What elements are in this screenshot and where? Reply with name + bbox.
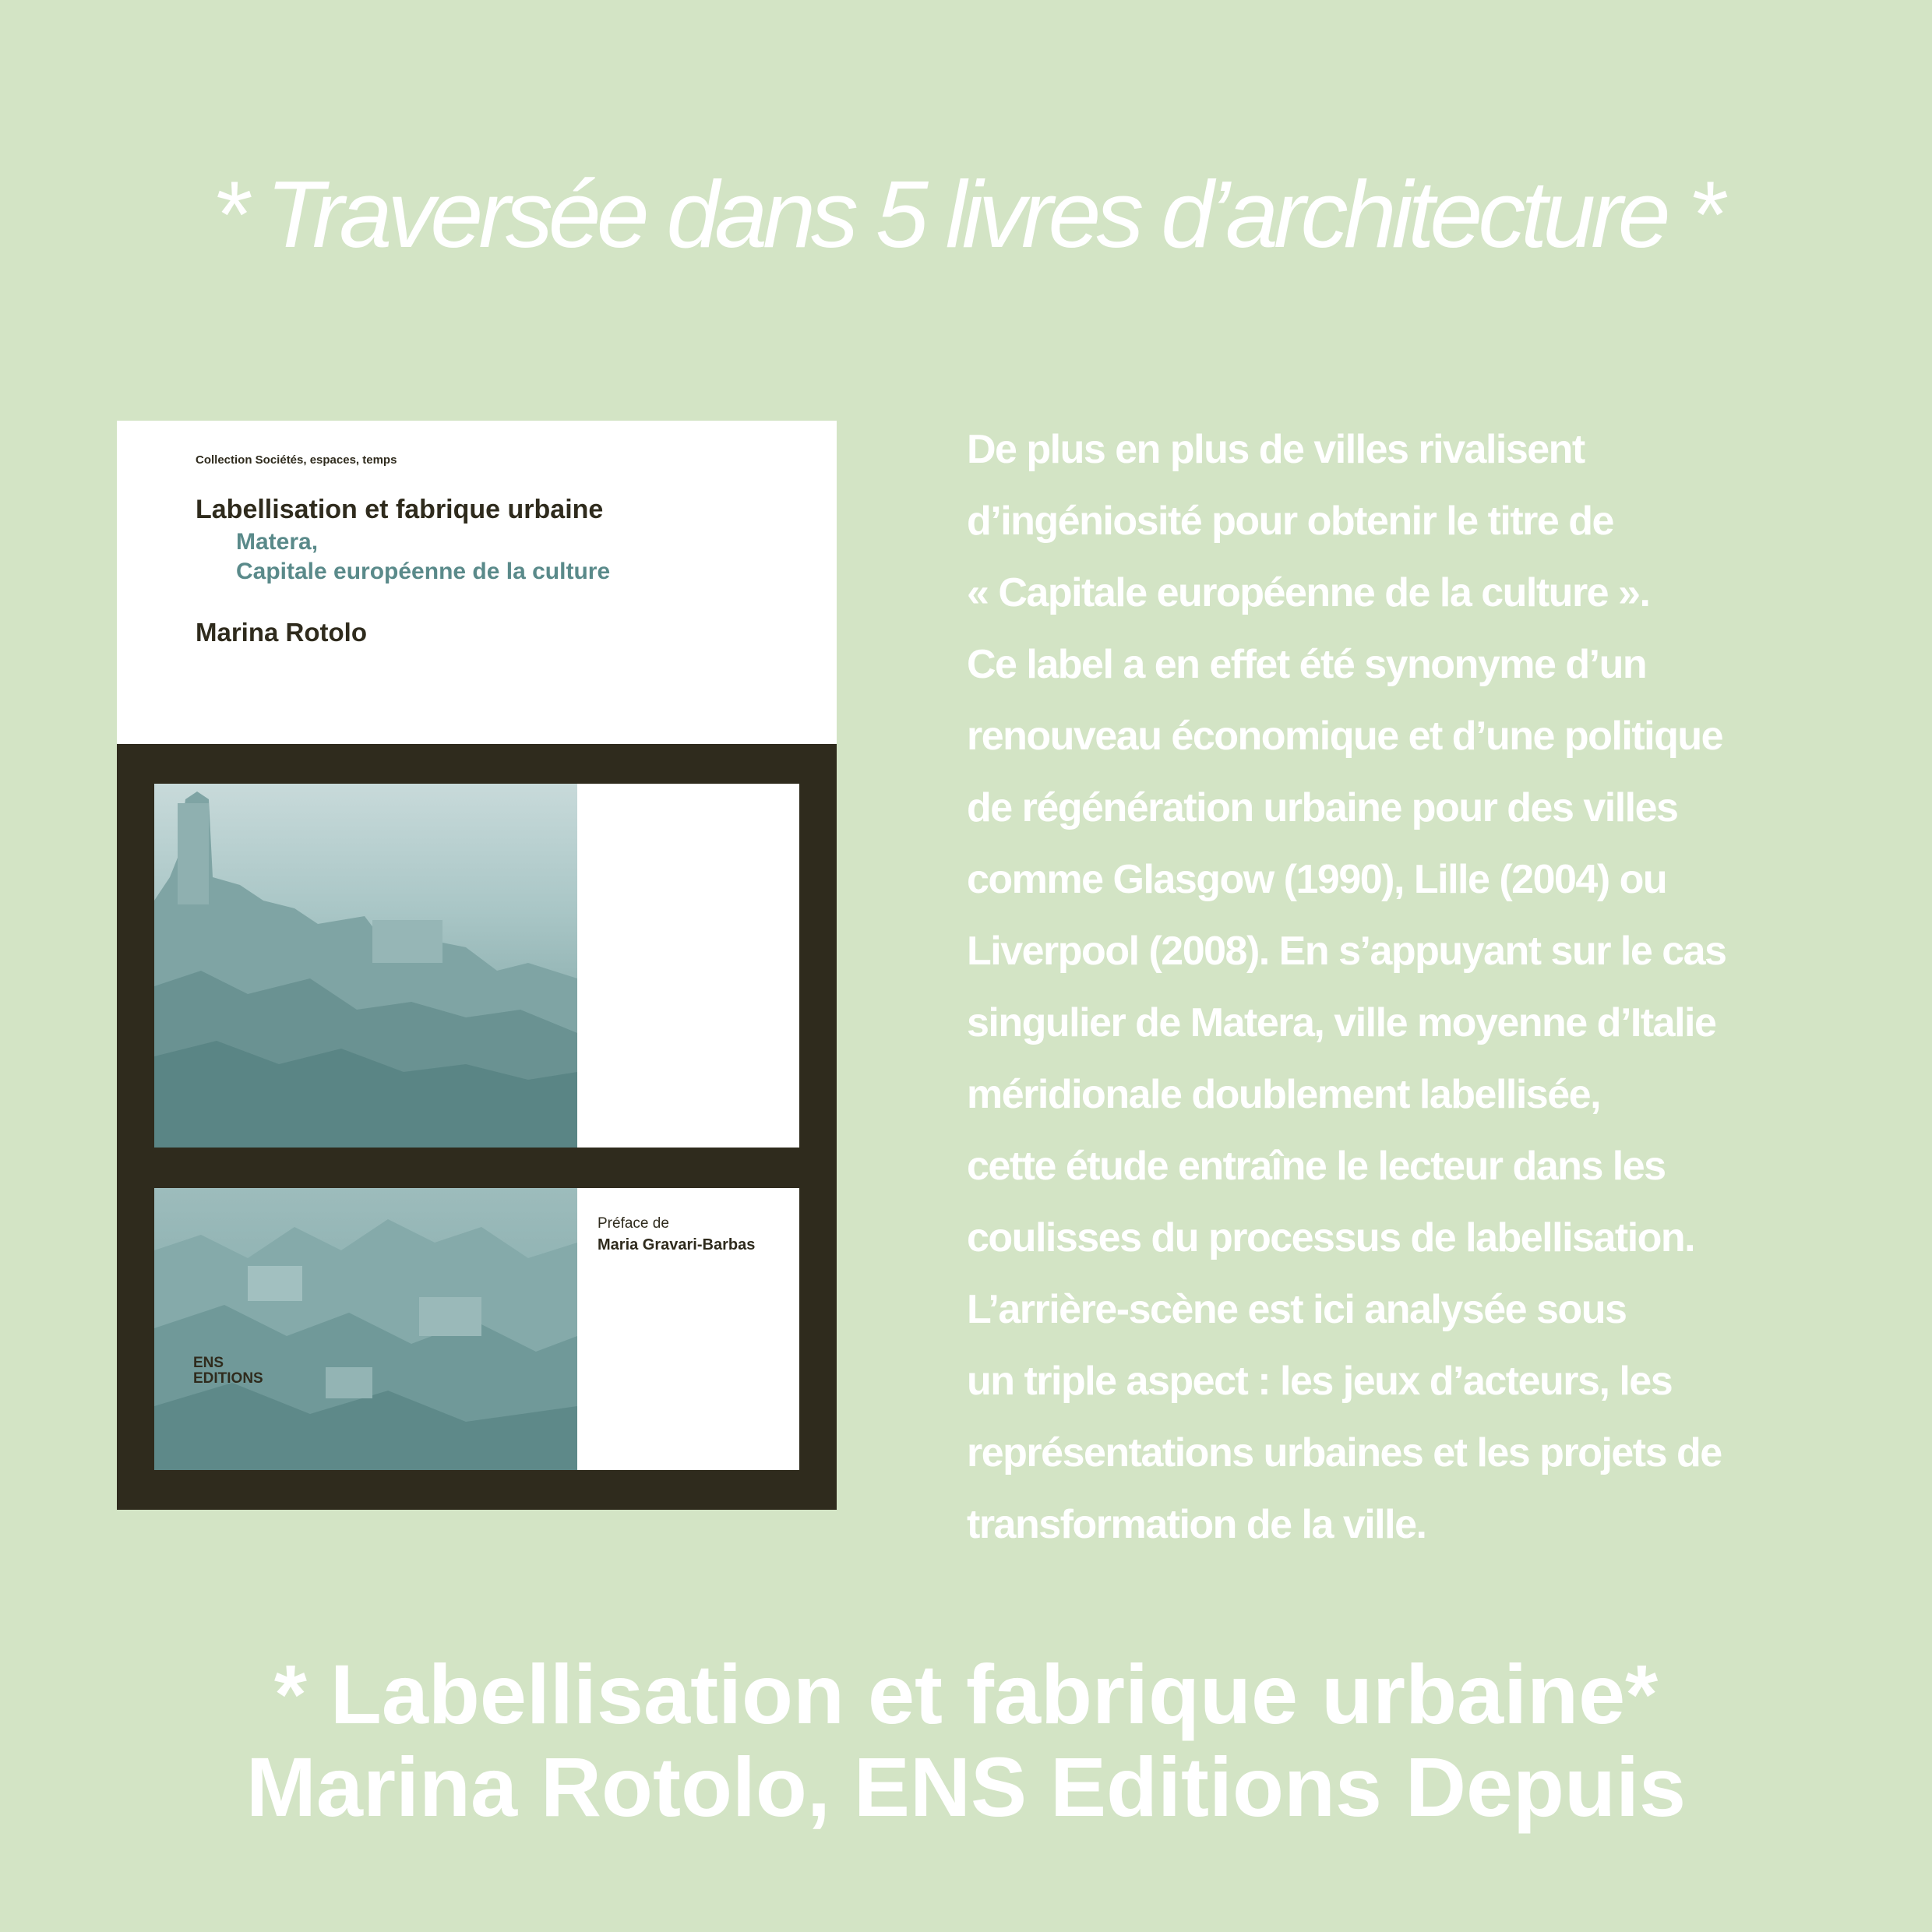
description-line: « Capitale européenne de la culture ». bbox=[967, 570, 1650, 615]
description-line: Liverpool (2008). En s’appuyant sur le cas bbox=[967, 929, 1726, 974]
description-line: renouveau économique et d’une politique bbox=[967, 714, 1723, 759]
description-line: de régénération urbaine pour des villes bbox=[967, 785, 1678, 830]
description-line: un triple aspect : les jeux d’acteurs, les bbox=[967, 1359, 1673, 1404]
cover-blank-panel bbox=[577, 784, 799, 1148]
description-line: coulisses du processus de labellisation. bbox=[967, 1215, 1695, 1260]
publisher-logo-line1: ENS bbox=[193, 1355, 224, 1371]
cover-author: Marina Rotolo bbox=[196, 618, 367, 647]
description-line: transformation de la ville. bbox=[967, 1502, 1426, 1547]
matera-rooftops-illustration bbox=[154, 1188, 577, 1470]
book-cover-image bbox=[117, 421, 837, 1510]
cover-preface-panel bbox=[577, 1188, 799, 1470]
description-line: Ce label a en effet été synonyme d’un bbox=[967, 642, 1647, 687]
description-line: L’arrière-scène est ici analysée sous bbox=[967, 1287, 1627, 1332]
cover-title: Labellisation et fabrique urbaine bbox=[196, 495, 604, 524]
cover-subtitle-line1: Matera, bbox=[236, 529, 319, 555]
description-line: De plus en plus de villes rivalisent bbox=[967, 427, 1585, 472]
description-line: méridionale doublement labellisée, bbox=[967, 1072, 1601, 1117]
cover-subtitle bbox=[236, 527, 610, 587]
description-line: cette étude entraîne le lecteur dans les bbox=[967, 1144, 1666, 1189]
preface-name: Maria Gravari-Barbas bbox=[598, 1236, 756, 1253]
book-description bbox=[967, 414, 1855, 1560]
footer-book-title: * Labellisation et fabrique urbaine* bbox=[273, 1647, 1659, 1741]
publisher-logo-line2: EDITIONS bbox=[193, 1370, 263, 1387]
cover-top-section bbox=[117, 421, 837, 744]
publisher-logo bbox=[193, 1356, 263, 1387]
cover-photo-top bbox=[154, 784, 577, 1148]
cover-photo-bottom bbox=[154, 1188, 577, 1470]
description-line: représentations urbaines et les projets de bbox=[967, 1430, 1722, 1475]
footer-author-publisher: Marina Rotolo, ENS Editions Depuis bbox=[245, 1740, 1687, 1834]
cover-collection: Collection Sociétés, espaces, temps bbox=[196, 453, 397, 467]
description-line: d’ingéniosité pour obtenir le titre de bbox=[967, 499, 1613, 544]
description-line: singulier de Matera, ville moyenne d’Italie bbox=[967, 1000, 1716, 1045]
cover-subtitle-line2: Capitale européenne de la culture bbox=[236, 559, 611, 584]
preface-label: Préface de bbox=[598, 1215, 669, 1232]
header-title: * Traversée dans 5 livres d’architecture * bbox=[212, 161, 1720, 267]
matera-skyline-illustration bbox=[154, 784, 577, 1148]
description-line: comme Glasgow (1990), Lille (2004) ou bbox=[967, 857, 1667, 902]
